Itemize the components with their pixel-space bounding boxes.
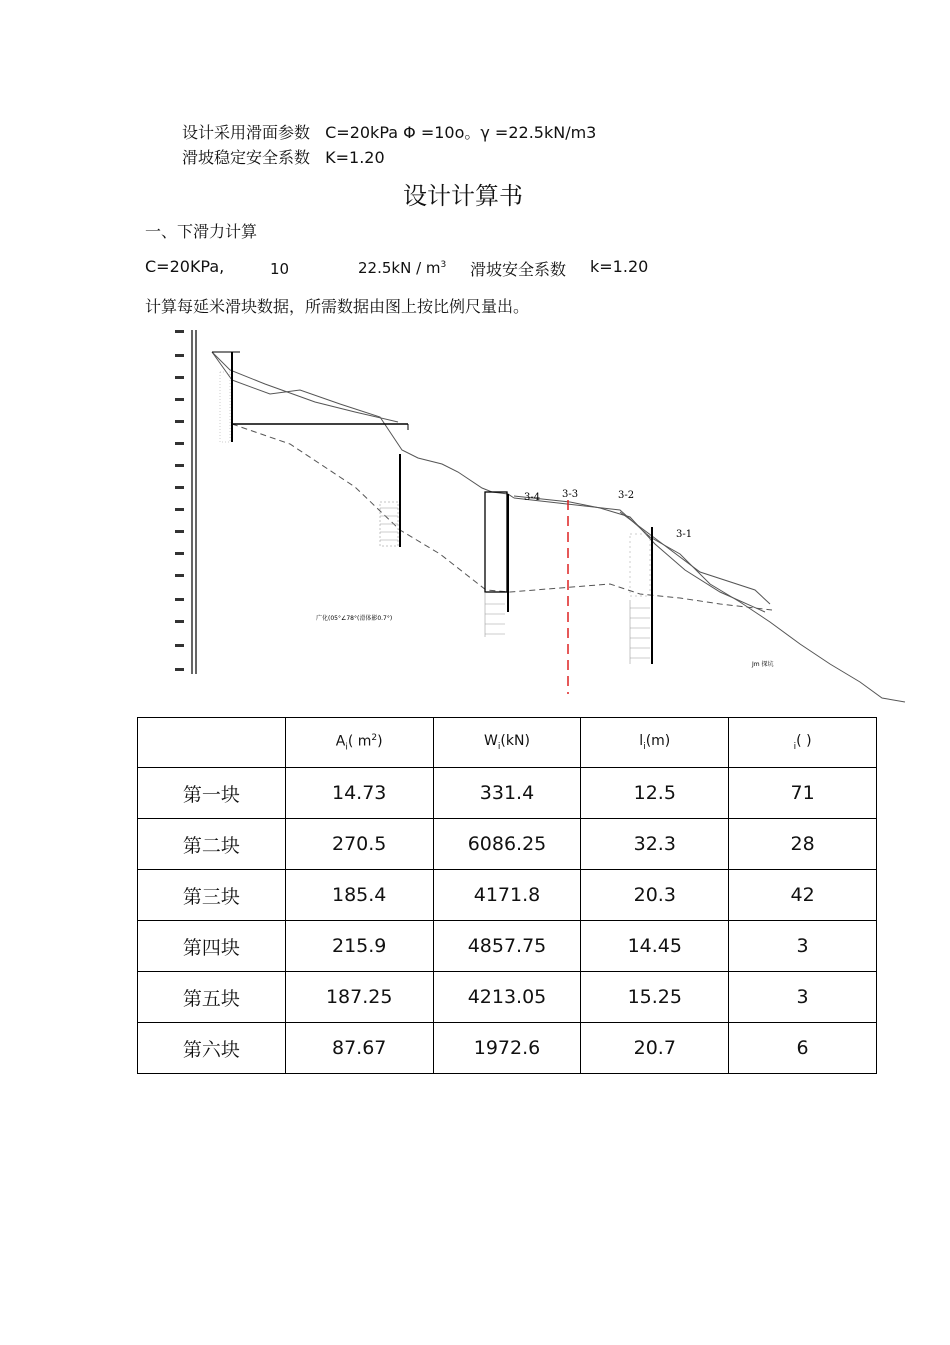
table-row bbox=[138, 819, 877, 870]
cell-length: 12.5 bbox=[581, 768, 729, 819]
param-value-2: K=1.20 bbox=[325, 148, 385, 167]
figure-annotation-left: 广化(05°∠78°(滑体影0.7°) bbox=[316, 615, 393, 622]
safety-factor-label: 滑坡安全系数 bbox=[470, 260, 567, 279]
slope-cross-section-figure bbox=[140, 322, 910, 707]
unit-weight-text: 22.5kN / m bbox=[358, 259, 441, 277]
cell-area: 87.67 bbox=[285, 1023, 433, 1074]
row-label: 第一块 bbox=[138, 768, 286, 819]
cell-length: 15.25 bbox=[581, 972, 729, 1023]
cell-angle: 6 bbox=[729, 1023, 877, 1074]
borehole-1 bbox=[212, 352, 408, 442]
formula-line bbox=[145, 257, 845, 279]
cell-area: 215.9 bbox=[285, 921, 433, 972]
header-weight: $W_i(kN)$ bbox=[433, 718, 581, 768]
cell-angle: 71 bbox=[729, 768, 877, 819]
borehole-3 bbox=[485, 492, 508, 637]
param-label-1: 设计采用滑面参数 bbox=[182, 123, 311, 142]
param-line-2 bbox=[182, 145, 385, 168]
phi-value: 10 bbox=[270, 260, 290, 278]
param-value-1: C=20kPa Φ =10o。γ =22.5kN/m3 bbox=[325, 123, 597, 142]
cell-angle: 42 bbox=[729, 870, 877, 921]
header-area: $A_i$( $m^2$) bbox=[285, 718, 433, 768]
cell-weight: 6086.25 bbox=[433, 819, 581, 870]
table-row bbox=[138, 921, 877, 972]
section-heading: 一、下滑力计算 bbox=[145, 222, 258, 241]
slip-surface bbox=[232, 424, 772, 610]
cell-area: 185.4 bbox=[285, 870, 433, 921]
param-label-2: 滑坡稳定安全系数 bbox=[182, 148, 311, 167]
header-length: $l_i(m)$ bbox=[581, 718, 729, 768]
cell-weight: 4213.05 bbox=[433, 972, 581, 1023]
section-label-3-2: 3-2 bbox=[618, 490, 635, 501]
safety-factor-value: k=1.20 bbox=[590, 257, 649, 276]
cohesion-value: C=20KPa, bbox=[145, 257, 225, 276]
measurement-note: 计算每延米滑块数据，所需数据由图上按比例尺量出。 bbox=[145, 297, 530, 316]
row-label: 第三块 bbox=[138, 870, 286, 921]
row-label: 第四块 bbox=[138, 921, 286, 972]
row-label: 第六块 bbox=[138, 1023, 286, 1074]
cell-area: 270.5 bbox=[285, 819, 433, 870]
ground-surface bbox=[212, 352, 905, 702]
header-blank-cell bbox=[138, 718, 286, 768]
section-label-3-1: 3-1 bbox=[676, 529, 693, 540]
header-angle: $_i$( ) bbox=[729, 718, 877, 768]
table-row bbox=[138, 768, 877, 819]
slide-block-table bbox=[137, 717, 877, 1074]
cell-angle: 28 bbox=[729, 819, 877, 870]
borehole-4 bbox=[630, 527, 652, 664]
cell-weight: 4171.8 bbox=[433, 870, 581, 921]
unit-exponent: 3 bbox=[440, 260, 447, 270]
table-row bbox=[138, 1023, 877, 1074]
section-label-3-3: 3-3 bbox=[562, 489, 579, 500]
row-label: 第五块 bbox=[138, 972, 286, 1023]
borehole-2 bbox=[380, 454, 400, 547]
cell-angle: 3 bbox=[729, 972, 877, 1023]
elevation-scale bbox=[175, 330, 196, 674]
table-header-row bbox=[138, 718, 877, 768]
cell-length: 14.45 bbox=[581, 921, 729, 972]
table-row bbox=[138, 972, 877, 1023]
cell-length: 20.3 bbox=[581, 870, 729, 921]
section-label-3-4: 3-4 bbox=[524, 492, 541, 503]
cell-weight: 331.4 bbox=[433, 768, 581, 819]
param-line-1 bbox=[182, 120, 596, 143]
cell-weight: 1972.6 bbox=[433, 1023, 581, 1074]
cell-area: 187.25 bbox=[285, 972, 433, 1023]
cell-length: 20.7 bbox=[581, 1023, 729, 1074]
cell-area: 14.73 bbox=[285, 768, 433, 819]
page-title: 设计计算书 bbox=[403, 182, 523, 210]
row-label: 第二块 bbox=[138, 819, 286, 870]
table-row bbox=[138, 870, 877, 921]
figure-annotation-right: Jm 探坑 bbox=[752, 661, 774, 668]
unit-weight-value bbox=[358, 259, 446, 277]
cell-angle: 3 bbox=[729, 921, 877, 972]
cell-weight: 4857.75 bbox=[433, 921, 581, 972]
cell-length: 32.3 bbox=[581, 819, 729, 870]
